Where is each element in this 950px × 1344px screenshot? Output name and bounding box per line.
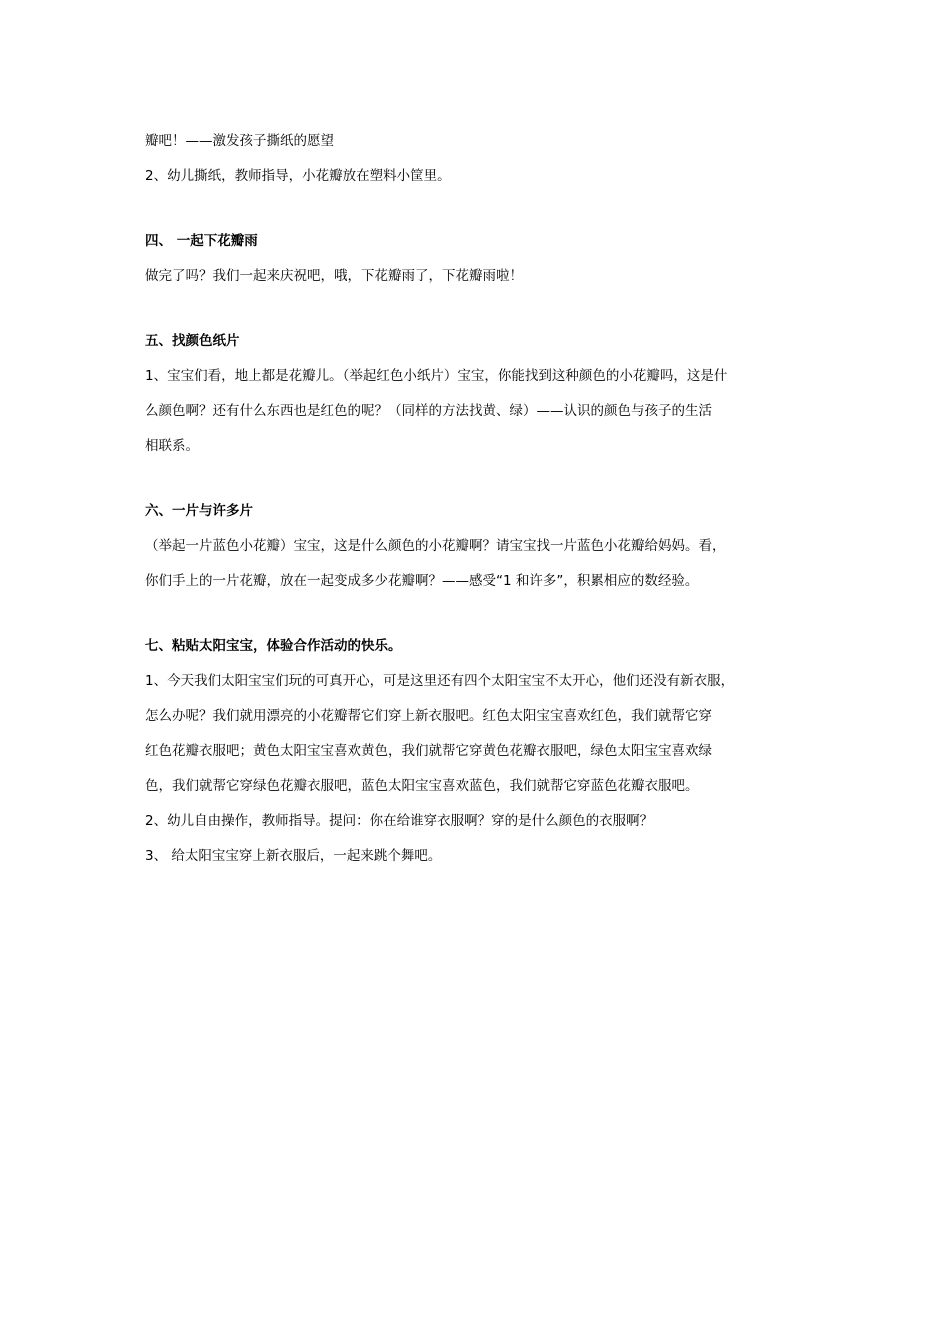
section-7-line-1: 1、今天我们太阳宝宝们玩的可真开心，可是这里还有四个太阳宝宝不太开心，他们还没有新衣服，	[145, 673, 735, 689]
section-heading-5: 五、找颜色纸片	[145, 333, 240, 349]
section-5-line-1: 1、宝宝们看，地上都是花瓣儿。（举起红色小纸片）宝宝，你能找到这种颜色的小花瓣吗，这是什	[145, 368, 728, 384]
section-7-line-4: 色，我们就帮它穿绿色花瓣衣服吧，蓝色太阳宝宝喜欢蓝色，我们就帮它穿蓝色花瓣衣服吧。	[145, 778, 699, 794]
section-heading-7: 七、粘贴太阳宝宝，体验合作活动的快乐。	[145, 638, 402, 654]
document-body	[145, 124, 817, 874]
section-7-line-5: 2、幼儿自由操作，教师指导。提问：你在给谁穿衣服啊？穿的是什么颜色的衣服啊？	[145, 813, 654, 829]
section-4-line-1: 做完了吗？我们一起来庆祝吧，哦，下花瓣雨了，下花瓣雨啦！	[145, 268, 523, 284]
section-heading-6: 六、一片与许多片	[145, 503, 253, 519]
section-7-line-6: 3、 给太阳宝宝穿上新衣服后，一起来跳个舞吧。	[145, 848, 442, 864]
section-5-line-3: 相联系。	[145, 438, 199, 454]
section-gap	[145, 294, 817, 324]
section-7-line-3: 红色花瓣衣服吧；黄色太阳宝宝喜欢黄色，我们就帮它穿黄色花瓣衣服吧，绿色太阳宝宝喜欢绿	[145, 743, 712, 759]
section-gap	[145, 599, 817, 629]
intro-line-1: 瓣吧！——激发孩子撕纸的愿望	[145, 133, 334, 149]
section-gap	[145, 194, 817, 224]
section-5-line-2: 么颜色啊？还有什么东西也是红色的呢？（同样的方法找黄、绿）——认识的颜色与孩子的生活	[145, 403, 712, 419]
section-gap	[145, 464, 817, 494]
intro-line-2: 2、幼儿撕纸，教师指导，小花瓣放在塑料小筐里。	[145, 168, 451, 184]
section-heading-4: 四、 一起下花瓣雨	[145, 233, 258, 249]
section-7-line-2: 怎么办呢？我们就用漂亮的小花瓣帮它们穿上新衣服吧。红色太阳宝宝喜欢红色，我们就帮它穿	[145, 708, 712, 724]
section-6-line-1: （举起一片蓝色小花瓣）宝宝，这是什么颜色的小花瓣啊？请宝宝找一片蓝色小花瓣给妈妈。看，	[145, 538, 726, 554]
section-6-line-2: 你们手上的一片花瓣，放在一起变成多少花瓣啊？——感受“1 和许多”，积累相应的数经验。	[145, 573, 699, 589]
